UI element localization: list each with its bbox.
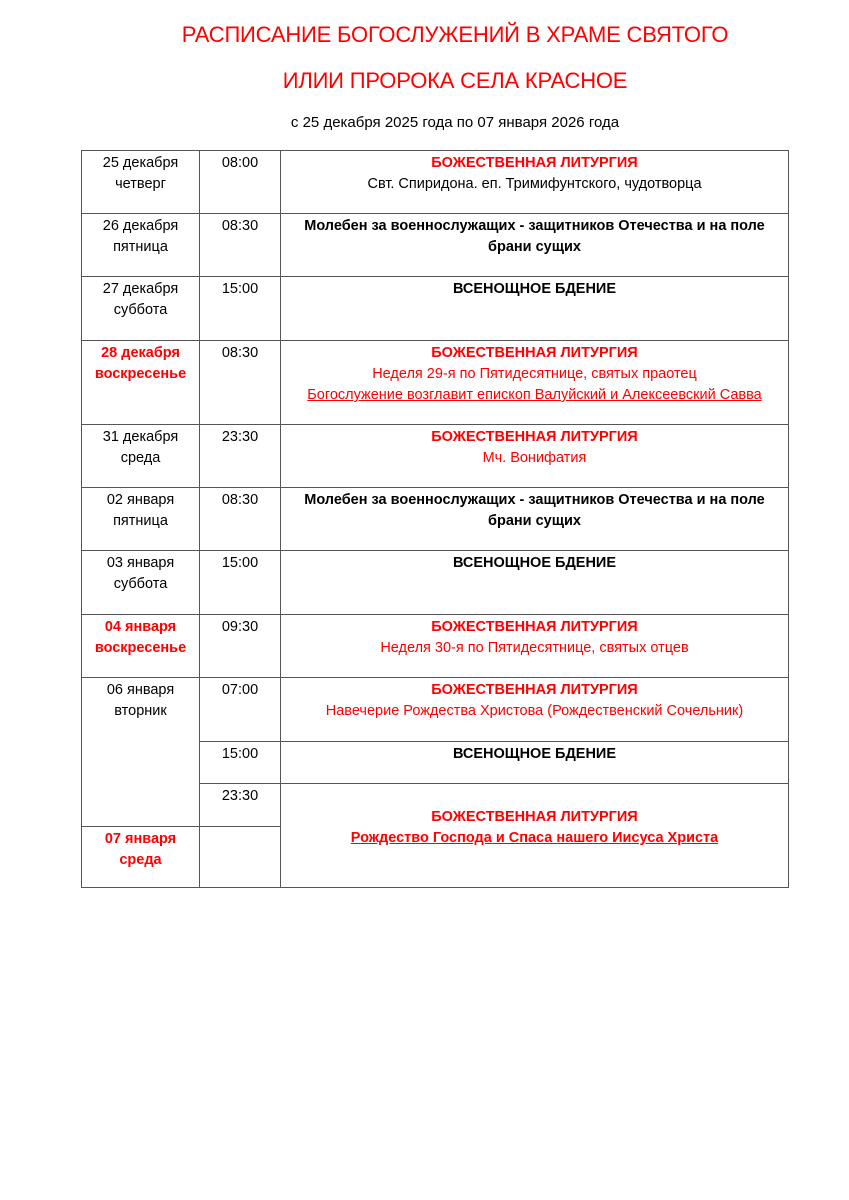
service-title: БОЖЕСТВЕННАЯ ЛИТУРГИЯ — [431, 619, 638, 635]
weekday: суббота — [113, 302, 168, 318]
service-title: Молебен за военнослужащих - защитников Отечества и на поле брани сущих — [304, 492, 765, 529]
date-cell — [81, 150, 200, 214]
weekday: воскресенье — [94, 366, 187, 382]
time: 15:00 — [221, 555, 259, 571]
weekday: вторник — [114, 703, 167, 719]
service-cell — [280, 276, 789, 341]
date-cell-highlighted — [81, 340, 200, 425]
time-cell — [199, 550, 281, 615]
service-title: ВСЕНОЩНОЕ БДЕНИЕ — [452, 281, 617, 297]
date-cell-highlighted — [81, 614, 200, 678]
time: 08:00 — [221, 155, 259, 171]
time: 15:00 — [221, 746, 259, 762]
time: 07:00 — [221, 682, 259, 698]
date-cell — [81, 213, 200, 277]
time-cell — [199, 783, 281, 827]
time-cell — [199, 614, 281, 678]
weekday: пятница — [113, 513, 168, 529]
service-cell — [280, 487, 789, 551]
date: 27 декабря — [102, 281, 179, 297]
service-note-underlined: Рождество Господа и Спаса нашего Иисуса Христа — [350, 830, 719, 846]
time: 15:00 — [221, 281, 259, 297]
time-cell — [199, 213, 281, 277]
service-title: БОЖЕСТВЕННАЯ ЛИТУРГИЯ — [431, 155, 638, 171]
service-note: Неделя 30-я по Пятидесятнице, святых отцев — [380, 640, 689, 656]
service-note: Неделя 29-я по Пятидесятнице, святых праотец — [372, 366, 697, 382]
time-cell — [199, 276, 281, 341]
weekday: суббота — [113, 576, 168, 592]
date: 26 декабря — [102, 218, 179, 234]
service-title: Молебен за военнослужащих - защитников Отечества и на поле брани сущих — [304, 218, 765, 255]
time-cell — [199, 487, 281, 551]
date-cell — [81, 424, 200, 488]
page-title-line-1: РАСПИСАНИЕ БОГОСЛУЖЕНИЙ В ХРАМЕ СВЯТОГО — [181, 22, 729, 47]
time-cell — [199, 424, 281, 488]
date: 03 января — [106, 555, 175, 571]
date: 07 января — [104, 831, 177, 847]
date-range-subtitle: с 25 декабря 2025 года по 07 января 2026 года — [290, 114, 620, 131]
time: 08:30 — [221, 218, 259, 234]
time-cell — [199, 677, 281, 742]
service-cell — [280, 614, 789, 678]
date-cell — [81, 276, 200, 341]
weekday: среда — [119, 852, 162, 868]
service-title: БОЖЕСТВЕННАЯ ЛИТУРГИЯ — [431, 429, 638, 445]
service-note: Навечерие Рождества Христова (Рождественский Сочельник) — [325, 703, 744, 719]
service-cell — [280, 741, 789, 784]
weekday: воскресенье — [94, 640, 187, 656]
date-cell — [81, 677, 200, 827]
service-note: Мч. Вонифатия — [482, 450, 587, 466]
date-cell-highlighted — [81, 826, 200, 888]
service-title: БОЖЕСТВЕННАЯ ЛИТУРГИЯ — [431, 682, 638, 698]
service-note: Свт. Спиридона. еп. Тримифунтского, чудотворца — [367, 176, 702, 192]
time-cell — [199, 150, 281, 214]
time: 08:30 — [221, 492, 259, 508]
service-title: ВСЕНОЩНОЕ БДЕНИЕ — [452, 746, 617, 762]
schedule-table — [81, 150, 789, 888]
service-title: БОЖЕСТВЕННАЯ ЛИТУРГИЯ — [431, 345, 638, 361]
time: 08:30 — [221, 345, 259, 361]
time: 23:30 — [221, 429, 259, 445]
service-title: ВСЕНОЩНОЕ БДЕНИЕ — [452, 555, 617, 571]
service-cell — [280, 424, 789, 488]
service-cell — [280, 150, 789, 214]
service-cell — [280, 213, 789, 277]
date: 04 января — [104, 619, 177, 635]
weekday: среда — [120, 450, 161, 466]
service-note-underlined: Богослужение возглавит епископ Валуйский и Алексеевский Савва — [307, 387, 762, 403]
service-cell — [280, 677, 789, 742]
date: 06 января — [106, 682, 175, 698]
time: 23:30 — [221, 788, 259, 804]
time: 09:30 — [221, 619, 259, 635]
service-cell — [280, 550, 789, 615]
date: 25 декабря — [102, 155, 179, 171]
time-cell — [199, 741, 281, 784]
date-cell — [81, 550, 200, 615]
time-cell-empty — [199, 826, 281, 888]
date: 02 января — [106, 492, 175, 508]
time-cell — [199, 340, 281, 425]
service-cell — [280, 783, 789, 888]
service-title: БОЖЕСТВЕННАЯ ЛИТУРГИЯ — [431, 809, 638, 825]
date: 31 декабря — [102, 429, 179, 445]
service-cell — [280, 340, 789, 425]
date-cell — [81, 487, 200, 551]
date: 28 декабря — [101, 345, 180, 361]
weekday: четверг — [115, 176, 166, 192]
weekday: пятница — [113, 239, 168, 255]
page-title-line-2: ИЛИИ ПРОРОКА СЕЛА КРАСНОЕ — [282, 68, 628, 93]
